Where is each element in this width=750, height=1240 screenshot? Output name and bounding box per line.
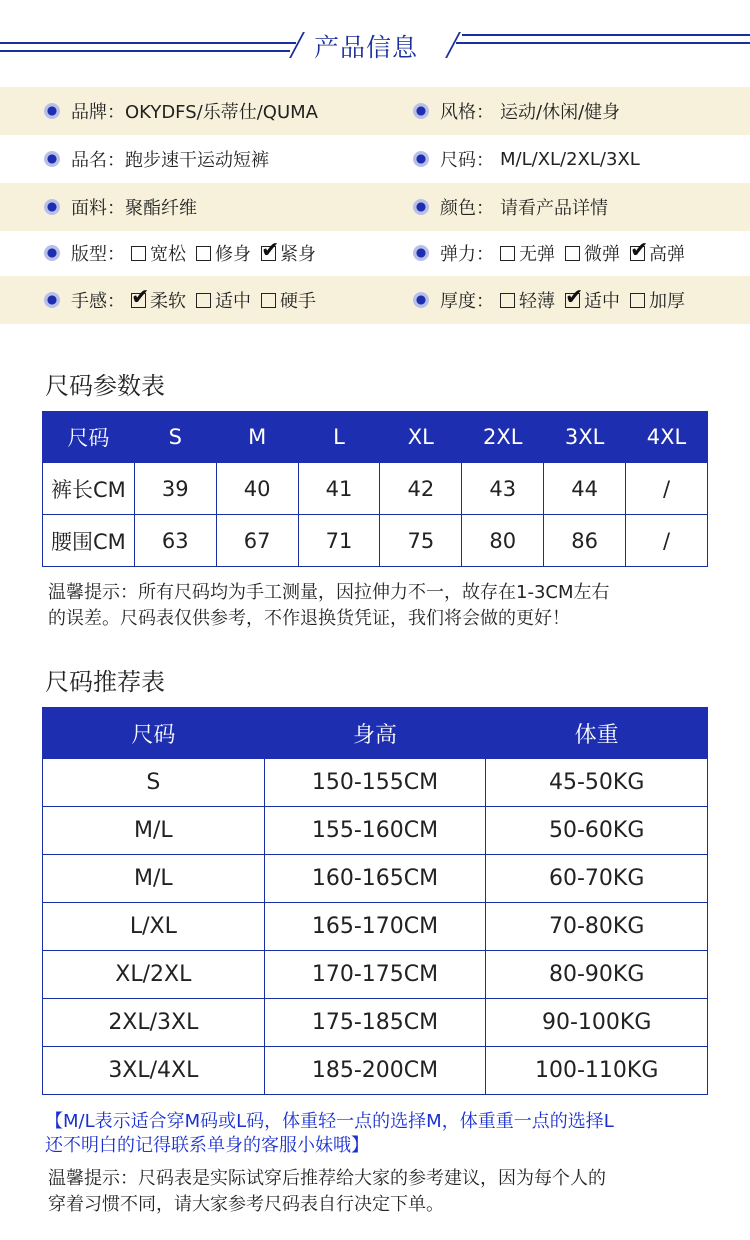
size-recommend-cell: 175-185CM (264, 999, 486, 1047)
size-params-cell: 71 (298, 515, 380, 567)
size-recommend-header-cell: 体重 (486, 708, 708, 759)
option-0 (131, 240, 186, 266)
size-recommend-cell: 3XL/4XL (43, 1047, 265, 1095)
checkmark-icon: ✔ (261, 237, 280, 263)
option-label: 适中 (215, 291, 251, 312)
option-2 (261, 287, 316, 313)
option-label: 无弹 (519, 244, 555, 265)
info-label: 版型： (71, 244, 125, 265)
checkmark-icon: ✔ (565, 284, 584, 310)
info-label: 面料： (71, 198, 125, 219)
size-note (45, 1110, 614, 1158)
checkbox-checked-icon (630, 237, 649, 263)
size-recommend-cell: 150-155CM (264, 759, 486, 807)
table-row (43, 807, 708, 855)
size-params-header-cell: L (298, 412, 380, 463)
size-params-cell: 44 (544, 463, 626, 515)
size-recommend-cell: M/L (43, 807, 265, 855)
size-params-header-cell: 4XL (626, 412, 708, 463)
checkbox-empty-icon (131, 246, 146, 261)
bullet-icon (413, 199, 429, 215)
bullet-icon (44, 245, 60, 261)
option-label: 宽松 (150, 244, 186, 265)
size-params-cell: 43 (462, 463, 544, 515)
size-recommend-cell: 2XL/3XL (43, 999, 265, 1047)
size-recommend-cell: XL/2XL (43, 951, 265, 999)
checkbox-empty-icon (196, 246, 211, 261)
bullet-icon (413, 292, 429, 308)
size-recommend-header-row (43, 708, 708, 759)
size-recommend-header-cell: 身高 (264, 708, 486, 759)
table-row (43, 903, 708, 951)
size-recommend-cell: 100-110KG (486, 1047, 708, 1095)
checkbox-checked-icon (565, 284, 584, 310)
size-recommend-cell: 185-200CM (264, 1047, 486, 1095)
option-label: 修身 (215, 244, 251, 265)
info-cell-right (413, 229, 695, 277)
table-row (43, 1047, 708, 1095)
header-line-right-bottom (456, 42, 750, 44)
bullet-icon (44, 151, 60, 167)
option-0 (500, 240, 555, 266)
info-row (0, 87, 750, 135)
table-row (43, 951, 708, 999)
bullet-icon (413, 151, 429, 167)
size-params-cell: 41 (298, 463, 380, 515)
table-row (43, 463, 708, 515)
info-cell-left (44, 183, 197, 231)
size-params-tip-line2: 的误差。尺码表仅供参考，不作退换货凭证，我们将会做的更好！ (48, 608, 570, 629)
size-params-cell: 39 (134, 463, 216, 515)
size-recommend-cell: M/L (43, 855, 265, 903)
size-params-header-cell: XL (380, 412, 462, 463)
option-label: 适中 (584, 291, 620, 312)
size-params-header-cell: 3XL (544, 412, 626, 463)
option-2 (630, 237, 685, 266)
size-recommend-cell: 160-165CM (264, 855, 486, 903)
bullet-icon (44, 292, 60, 308)
bullet-icon (413, 245, 429, 261)
info-label: 风格： (440, 102, 494, 123)
size-recommend-tip (48, 1166, 606, 1218)
size-note-line2: 还不明白的记得联系单身的客服小妹哦】 (45, 1135, 369, 1156)
info-value: 请看产品详情 (500, 198, 608, 219)
table-row (43, 999, 708, 1047)
size-params-cell: / (626, 515, 708, 567)
info-label: 弹力： (440, 244, 494, 265)
size-params-cell: 63 (134, 515, 216, 567)
info-value: 跑步速干运动短裤 (125, 150, 269, 171)
size-params-header-cell: S (134, 412, 216, 463)
table-row (43, 855, 708, 903)
size-recommend-cell: 170-175CM (264, 951, 486, 999)
size-params-header-cell: 尺码 (43, 412, 135, 463)
option-label: 高弹 (649, 244, 685, 265)
info-label: 厚度： (440, 291, 494, 312)
option-2 (630, 287, 685, 313)
info-cell-left (44, 229, 326, 277)
info-cell-right (413, 87, 620, 135)
option-1 (196, 240, 251, 266)
size-recommend-tip-line1: 温馨提示：尺码表是实际试穿后推荐给大家的参考建议，因为每个人的 (48, 1168, 606, 1189)
size-recommend-cell: L/XL (43, 903, 265, 951)
info-row (0, 183, 750, 231)
bullet-icon (44, 199, 60, 215)
info-row (0, 276, 750, 324)
size-params-tip-line1: 温馨提示：所有尺码均为手工测量，因拉伸力不一，故存在1-3CM左右 (48, 582, 610, 603)
size-params-cell: 67 (216, 515, 298, 567)
info-label: 尺码： (440, 150, 494, 171)
table-row (43, 515, 708, 567)
option-label: 柔软 (150, 291, 186, 312)
checkbox-empty-icon (261, 293, 276, 308)
info-value: OKYDFS/乐蒂仕/QUMA (125, 102, 318, 123)
bullet-icon (44, 103, 60, 119)
option-label: 微弹 (584, 244, 620, 265)
info-label: 品名： (71, 150, 125, 171)
checkbox-empty-icon (500, 246, 515, 261)
size-params-cell: 80 (462, 515, 544, 567)
size-params-cell: 42 (380, 463, 462, 515)
info-value: 运动/休闲/健身 (500, 102, 621, 123)
info-cell-right (413, 276, 695, 324)
bullet-icon (413, 103, 429, 119)
checkbox-empty-icon (196, 293, 211, 308)
size-params-table (42, 411, 708, 567)
checkbox-checked-icon (131, 284, 150, 310)
header-slash-right (445, 32, 461, 58)
size-note-line1: 【M/L表示适合穿M码或L码，体重轻一点的选择M，体重重一点的选择L (45, 1111, 614, 1132)
option-1 (565, 240, 620, 266)
checkbox-checked-icon (261, 237, 280, 263)
info-cell-left (44, 276, 326, 324)
option-0 (500, 287, 555, 313)
size-params-cell: 75 (380, 515, 462, 567)
size-recommend-cell: 80-90KG (486, 951, 708, 999)
size-params-cell: 86 (544, 515, 626, 567)
size-recommend-cell: 70-80KG (486, 903, 708, 951)
size-params-title: 尺码参数表 (45, 372, 165, 400)
checkmark-icon: ✔ (630, 237, 649, 263)
option-label: 紧身 (280, 244, 316, 265)
size-recommend-cell: 50-60KG (486, 807, 708, 855)
info-cell-right (413, 135, 640, 183)
header-line-left-top (0, 42, 296, 44)
info-label: 颜色： (440, 198, 494, 219)
info-row (0, 229, 750, 277)
option-0 (131, 284, 186, 313)
option-label: 加厚 (649, 291, 685, 312)
option-1 (565, 284, 620, 313)
option-label: 硬手 (280, 291, 316, 312)
info-label: 品牌： (71, 102, 125, 123)
size-params-cell: 裤长CM (43, 463, 135, 515)
info-cell-right (413, 183, 608, 231)
size-params-tip (48, 580, 610, 632)
table-row (43, 759, 708, 807)
option-label: 轻薄 (519, 291, 555, 312)
checkbox-empty-icon (630, 293, 645, 308)
size-recommend-cell: 45-50KG (486, 759, 708, 807)
checkbox-empty-icon (500, 293, 515, 308)
info-value: 聚酯纤维 (125, 198, 197, 219)
option-1 (196, 287, 251, 313)
size-recommend-cell: 60-70KG (486, 855, 708, 903)
info-value: M/L/XL/2XL/3XL (500, 148, 640, 170)
info-cell-left (44, 135, 269, 183)
size-params-header-cell: 2XL (462, 412, 544, 463)
option-2 (261, 237, 316, 266)
header-line-left-bottom (0, 50, 290, 52)
size-params-cell: / (626, 463, 708, 515)
size-recommend-title: 尺码推荐表 (45, 668, 165, 696)
header-line-right-top (462, 34, 750, 36)
size-params-cell: 40 (216, 463, 298, 515)
info-row (0, 135, 750, 183)
size-params-header-row (43, 412, 708, 463)
size-recommend-cell: 90-100KG (486, 999, 708, 1047)
info-cell-left (44, 87, 318, 135)
size-recommend-cell: 165-170CM (264, 903, 486, 951)
size-params-header-cell: M (216, 412, 298, 463)
size-recommend-tip-line2: 穿着习惯不同，请大家参考尺码表自行决定下单。 (48, 1194, 444, 1215)
header-slash-left (289, 32, 305, 58)
size-recommend-header-cell: 尺码 (43, 708, 265, 759)
size-recommend-cell: S (43, 759, 265, 807)
size-recommend-table (42, 707, 708, 1095)
checkbox-empty-icon (565, 246, 580, 261)
info-label: 手感： (71, 291, 125, 312)
checkmark-icon: ✔ (131, 284, 150, 310)
size-recommend-cell: 155-160CM (264, 807, 486, 855)
page-title: 产品信息 (314, 33, 419, 62)
size-params-cell: 腰围CM (43, 515, 135, 567)
